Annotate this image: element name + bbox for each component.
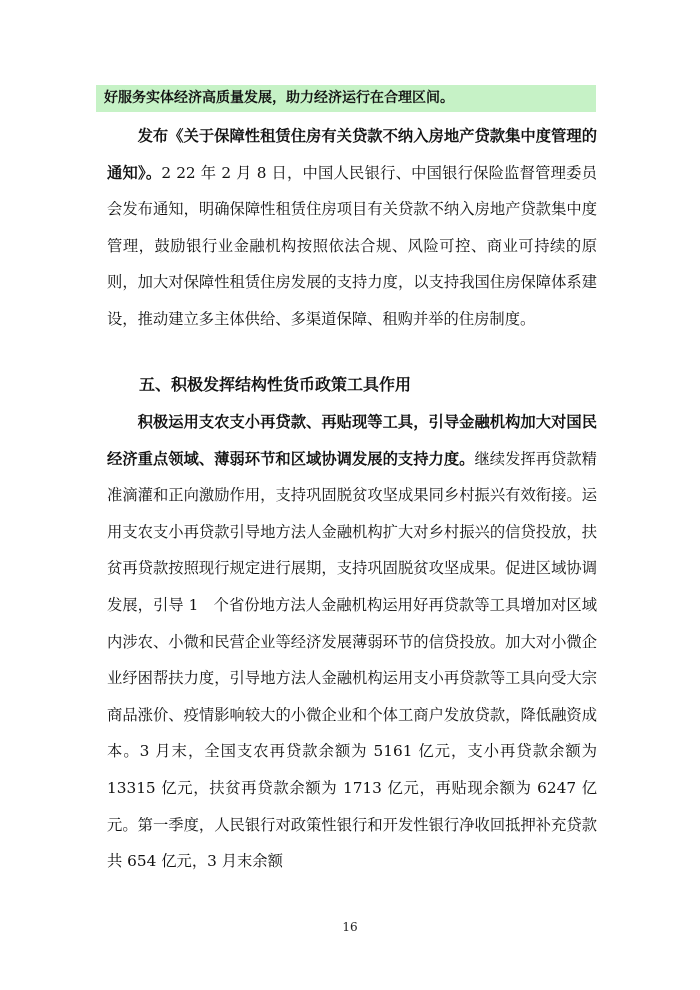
paragraph-structural-tools: [107, 404, 597, 880]
paragraph-body: 2 22 年 2 月 8 日，中国人民银行、中国银行保险监督管理委员会发布通知，明确保障性租赁住房项目有关贷款不纳入房地产贷款集中度管理，鼓励银行业金融机构按照依法合规、风险可控、商业可持续的原则，加大对保障性租赁住房发展的支持力度，以支持我国住房保障体系建设，推动建立多主体供给、多渠道保障、租购并举的住房制度。: [107, 163, 597, 328]
paragraph-body: 继续发挥再贷款精准滴灌和正向激励作用，支持巩固脱贫攻坚成果同乡村振兴有效衔接。运用支农支小再贷款引导地方法人金融机构扩大对乡村振兴的信贷投放，扶贫再贷款按照现行规定进行展期，支持巩固脱贫攻坚成果。促进区域协调发展，引导 1 个省份地方法人金融机构运用好再贷款等工具增加对区域内涉农、小微和民营企业等经济发展薄弱环节的信贷投放。加大对小微企业纾困帮扶力度，引导地方法人金融机构运用支小再贷款等工具向受大宗商品涨价、疫情影响较大的小微企业和个体工商户发放贷款，降低融资成本。3 月末，全国支农再贷款余额为 5161 亿元，支小再贷款余额为 13315 亿元，扶贫再贷款余额为 1713 亿元，再贴现余额为 6247 亿元。第一季度，人民银行对政策性银行和开发性银行净收回抵押补充贷款共 654 亿元，3 月末余额: [107, 449, 597, 871]
section-heading: 五、积极发挥结构性货币政策工具作用: [139, 375, 412, 394]
paragraph-housing-loan-notice: [107, 118, 597, 338]
paragraph-lead-bold: 积极运用支农支小再贷款、再贴现等工具，引导金融机构加大对国民经济重点领域、薄弱环节和区域协调发展的支持力度。: [107, 413, 597, 468]
highlighted-text-line: 好服务实体经济高质量发展，助力经济运行在合理区间。: [96, 85, 596, 112]
page-number: 16: [342, 920, 358, 934]
paragraph-lead-bold: 发布《关于保障性租赁住房有关贷款不纳入房地产贷款集中度管理的通知》。: [107, 127, 597, 182]
